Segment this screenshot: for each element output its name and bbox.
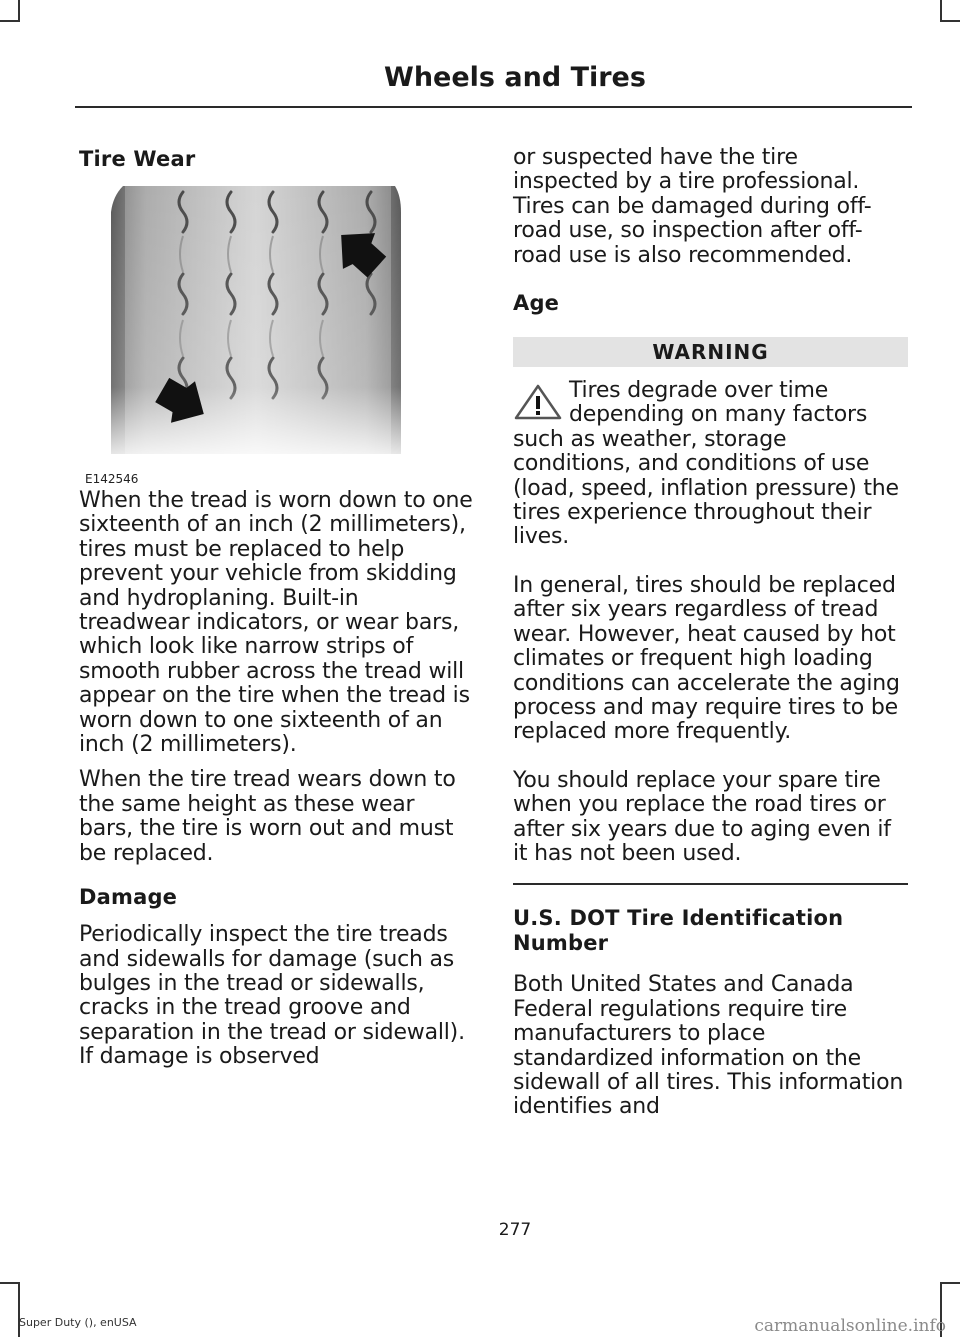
damage-paragraph: Periodically inspect the tire treads and sidewalls for damage (such as bulges in the tread or sidewalls, cracks in the tread groove and separation in the tread or sidewall). If damage is observed xyxy=(79,922,465,1070)
damage-heading: Damage xyxy=(79,885,178,910)
footer-doc-info: Super Duty (), enUSA xyxy=(19,1316,137,1329)
crop-mark xyxy=(0,20,20,22)
tire-wear-heading: Tire Wear xyxy=(79,147,196,171)
age-replacement-paragraph: In general, tires should be replaced after six years regardless of tread wear. However, heat caused by hot climates or frequent high loading conditions can accelerate the aging process and may require tires to be replaced more frequently. xyxy=(513,572,900,745)
warning-box xyxy=(513,337,908,550)
warning-body xyxy=(513,379,908,550)
warning-text: Tires degrade over time depending on many factors such as weather, storage conditions, and conditions of use (load, speed, inflation pressure) the tires experience throughout their lives. xyxy=(513,378,899,550)
crop-mark xyxy=(18,0,20,22)
spare-tire-paragraph: You should replace your spare tire when you replace the road tires or after six years due to aging even if it has not been used. xyxy=(513,767,891,866)
section-title: Wheels and Tires xyxy=(384,62,646,93)
warning-banner: WARNING xyxy=(513,337,908,367)
dot-heading: U.S. DOT Tire Identification Number xyxy=(513,906,844,956)
left-column xyxy=(79,146,474,1070)
tire-tread-wear-bar-illustration xyxy=(79,186,474,454)
tread-wear-paragraph: When the tread is worn down to one sixteenth of an inch (2 millimeters), tires must be replaced to help prevent your vehicle from skidding and hydroplaning. Built-in treadwear indicators, or wear bars, which look like narrow strips of smooth rubber across the tread will appear on the tire when the tread is worn down to one sixteenth of an inch (2 millimeters). xyxy=(79,488,473,758)
header-rule xyxy=(75,106,912,108)
page-number: 277 xyxy=(498,1220,532,1240)
watermark: carmanualsonline.info xyxy=(754,1316,946,1336)
crop-mark xyxy=(940,20,960,22)
inspection-paragraph: or suspected have the tire inspected by a tire professional. Tires can be damaged during off-road use, so inspection after off-road use is also recommended. xyxy=(513,145,872,268)
section-divider xyxy=(513,883,908,885)
crop-mark xyxy=(940,1282,960,1284)
wear-bars-paragraph: When the tire tread wears down to the same height as these wear bars, the tire is worn out and must be replaced. xyxy=(79,767,456,866)
dot-paragraph: Both United States and Canada Federal regulations require tire manufacturers to place standardized information on the sidewall of all tires. This information identifies and xyxy=(513,972,904,1120)
right-column xyxy=(513,146,908,1120)
tire-wear-figure xyxy=(79,186,474,486)
age-heading: Age xyxy=(513,291,560,316)
figure-code: E142546 xyxy=(85,472,139,486)
crop-mark xyxy=(940,0,942,22)
warning-triangle-icon xyxy=(513,383,563,421)
crop-mark xyxy=(0,1282,20,1284)
